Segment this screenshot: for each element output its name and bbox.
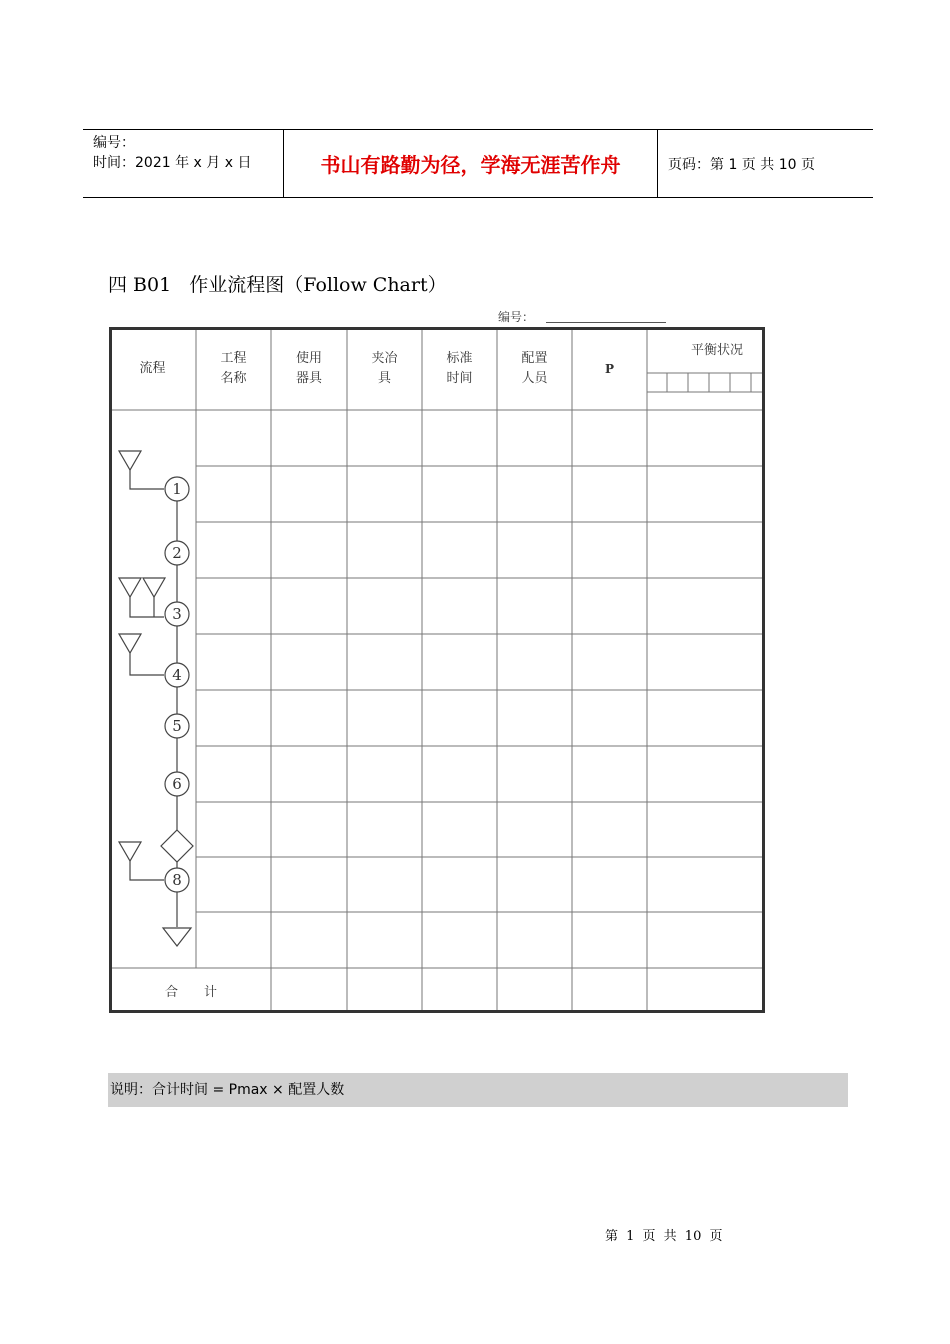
page-header xyxy=(83,129,873,198)
col-balance-header: 平衡状况 xyxy=(690,343,743,358)
flow-diagram xyxy=(119,451,193,946)
document-title: 四 B01 作业流程图（Follow Chart） xyxy=(108,274,447,296)
header-motto: 书山有路勤为径，学海无涯苦作舟 xyxy=(284,130,658,197)
flow-step-label: 6 xyxy=(172,775,182,793)
col-tools-header: 使用 器具 xyxy=(295,351,322,386)
serial-blank-line xyxy=(546,322,666,323)
table-grid xyxy=(109,327,765,1013)
col-staff-header: 配置 人员 xyxy=(521,351,548,386)
flow-step-label: 4 xyxy=(172,666,182,684)
time-label: 时间：2021 年 x 月 x 日 xyxy=(93,155,252,171)
flow-step-label: 3 xyxy=(172,605,182,623)
total-row-label: 合计 xyxy=(165,985,244,1000)
flow-step-label: 8 xyxy=(172,871,182,889)
formula-note: 说明：合计时间 = Pmax × 配置人数 xyxy=(108,1073,848,1107)
page-footer: 第 1 页 共 10 页 xyxy=(605,1229,723,1244)
flow-step-label: 2 xyxy=(172,544,182,562)
col-work-name-header: 工程 名称 xyxy=(220,351,247,386)
col-std-time-header: 标准 时间 xyxy=(446,351,473,386)
col-p-header: P xyxy=(604,362,615,376)
header-page-info: 页码：第 1 页 共 10 页 xyxy=(668,156,815,173)
flow-chart-table xyxy=(109,327,765,1013)
serial-label: 编号： xyxy=(498,310,535,324)
col-fixture-header: 夹冶 具 xyxy=(371,351,398,386)
number-label: 编号： xyxy=(93,135,135,151)
flow-step-label: 1 xyxy=(172,480,182,498)
col-process-header: 流程 xyxy=(139,361,166,376)
header-meta xyxy=(83,130,284,197)
flow-step-label: 5 xyxy=(172,717,182,735)
